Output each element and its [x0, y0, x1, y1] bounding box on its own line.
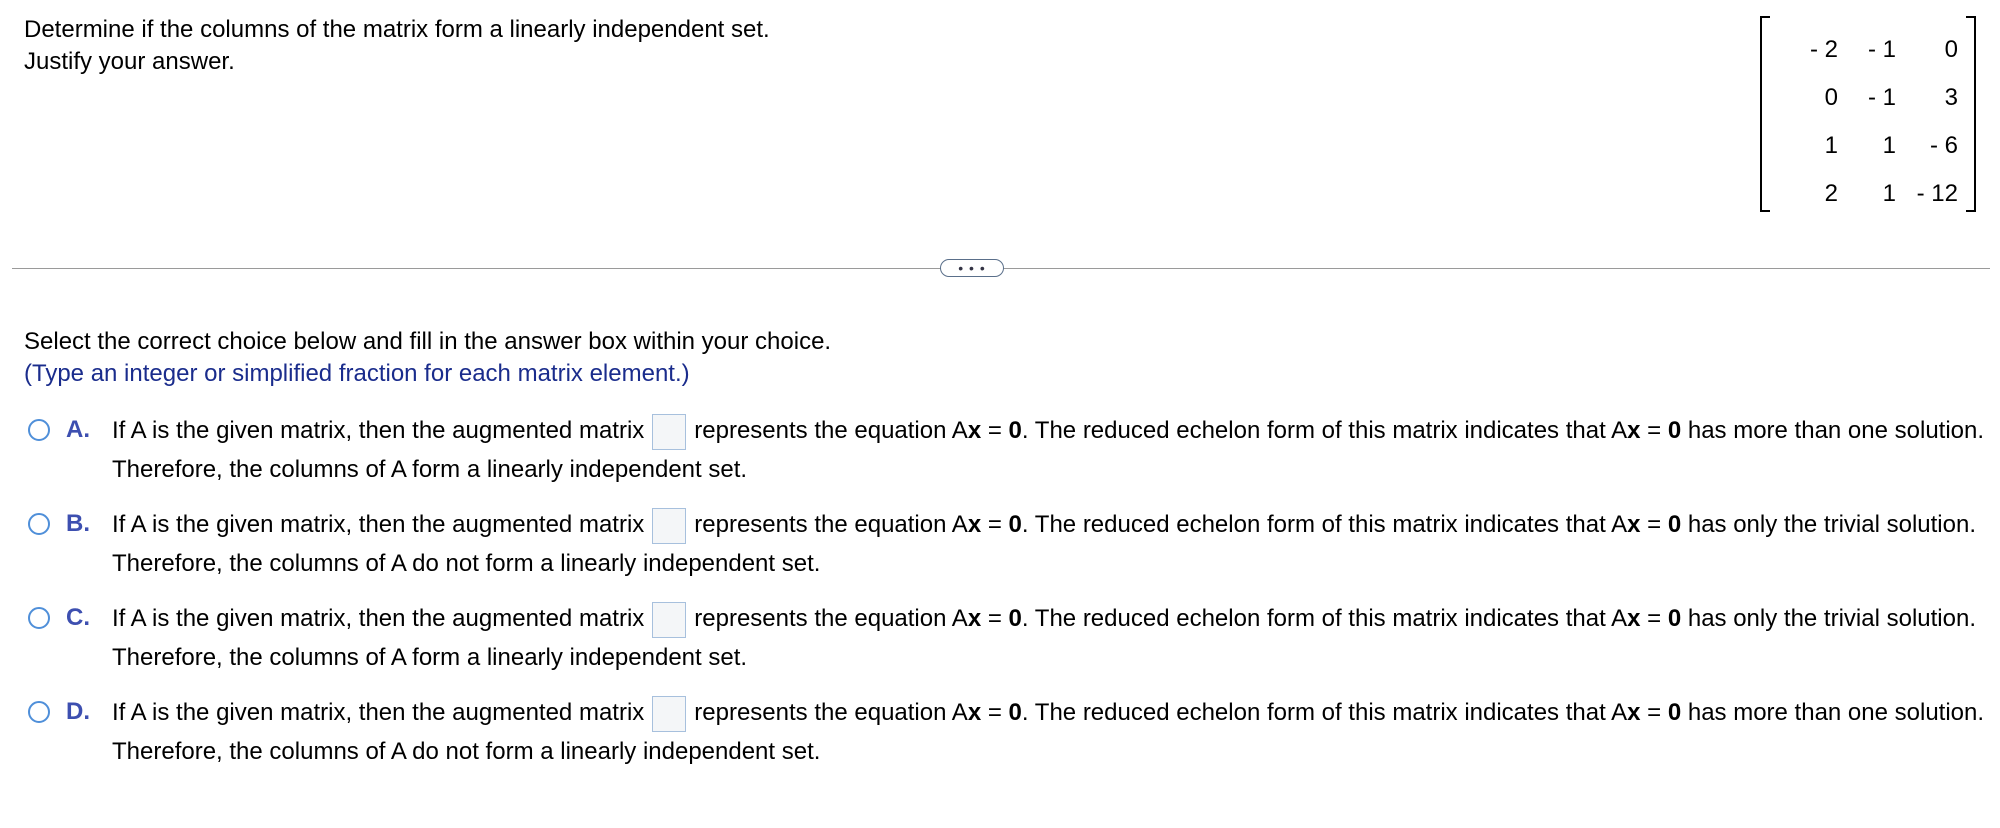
matrix-cell: 1 — [1824, 132, 1838, 159]
choice-a-answer-box[interactable] — [652, 414, 686, 450]
matrix-cell: - 1 — [1867, 84, 1896, 111]
matrix-cell: 1 — [1882, 132, 1896, 159]
matrix-cell: - 1 — [1867, 36, 1896, 63]
matrix-cell: 0 — [1944, 36, 1958, 63]
choice-text-part: = — [981, 699, 1009, 726]
choice-text-part: . The reduced echelon form of this matrix indicates that A — [1021, 511, 1628, 538]
choice-text-bold: x — [967, 605, 982, 632]
choice-b-radio[interactable] — [28, 513, 50, 535]
question-line-1: Determine if the columns of the matrix form a linearly independent set. — [24, 16, 770, 43]
choice-text-part: . The reduced echelon form of this matrix indicates that A — [1021, 699, 1628, 726]
matrix-cell: 2 — [1824, 180, 1838, 207]
choice-text-bold: 0 — [1008, 605, 1022, 632]
matrix-cell: 1 — [1882, 180, 1896, 207]
choice-text-part: represents the equation A — [694, 605, 968, 632]
choice-text-bold: x — [967, 417, 982, 444]
choice-text-part: represents the equation A — [694, 417, 968, 444]
choice-text-part: = — [981, 511, 1009, 538]
choice-c-letter: C. — [66, 604, 90, 631]
choice-text-part: has more than one solution. Therefore, the columns of A do not form a linearly independent set. — [112, 699, 1985, 765]
instructions-line-1: Select the correct choice below and fill in the answer box within your choice. — [24, 328, 832, 355]
choice-text-bold: x — [1627, 699, 1641, 726]
choice-text-bold: x — [1627, 417, 1641, 444]
question-text — [24, 14, 770, 78]
expand-more-button[interactable]: • • • — [940, 259, 1004, 277]
choice-text-part: = — [1640, 605, 1668, 632]
choice-text-part: If A is the given matrix, then the augmented matrix — [112, 699, 645, 726]
choice-b-text — [112, 505, 1992, 583]
choice-text-part: If A is the given matrix, then the augmented matrix — [112, 511, 645, 538]
given-matrix — [1760, 16, 1976, 212]
choice-text-part: If A is the given matrix, then the augmented matrix — [112, 605, 645, 632]
choice-b-answer-box[interactable] — [652, 508, 686, 544]
choice-b-letter: B. — [66, 510, 90, 537]
question-line-2: Justify your answer. — [24, 48, 235, 75]
choice-text-part: has only the trivial solution. Therefore, the columns of A do not form a linearly independent set. — [112, 511, 1976, 577]
choice-text-bold: x — [1627, 511, 1641, 538]
choice-text-bold: 0 — [1008, 699, 1022, 726]
choice-text-bold: x — [1627, 605, 1641, 632]
choice-text-part: = — [1640, 417, 1668, 444]
choice-text-bold: 0 — [1667, 605, 1682, 632]
choice-text-part: has only the trivial solution. Therefore, the columns of A form a linearly independent set. — [112, 605, 1976, 671]
choice-a-letter: A. — [66, 416, 90, 443]
choice-c-answer-box[interactable] — [652, 602, 686, 638]
choice-a-text — [112, 411, 1992, 489]
matrix-cell: 0 — [1824, 84, 1838, 111]
choice-text-bold: x — [967, 511, 982, 538]
choice-d-answer-box[interactable] — [652, 696, 686, 732]
choice-text-part: represents the equation A — [694, 511, 968, 538]
choice-d-letter: D. — [66, 698, 90, 725]
choice-text-bold: 0 — [1008, 417, 1022, 444]
matrix-left-bracket — [1760, 16, 1770, 212]
choice-text-part: . The reduced echelon form of this matrix indicates that A — [1021, 605, 1628, 632]
instructions — [24, 326, 831, 390]
choice-text-bold: 0 — [1008, 511, 1022, 538]
instructions-hint: (Type an integer or simplified fraction for each matrix element.) — [24, 360, 690, 387]
choice-text-part: has more than one solution. Therefore, the columns of A form a linearly independent set. — [112, 417, 1985, 483]
choice-c-radio[interactable] — [28, 607, 50, 629]
choice-text-part: . The reduced echelon form of this matrix indicates that A — [1021, 417, 1628, 444]
matrix-right-bracket — [1966, 16, 1976, 212]
matrix-cell: 3 — [1944, 84, 1958, 111]
matrix-cell: - 12 — [1916, 180, 1958, 207]
choice-text-part: = — [981, 605, 1009, 632]
choice-c-text — [112, 599, 1992, 677]
choice-text-part: = — [981, 417, 1009, 444]
choice-text-bold: 0 — [1667, 511, 1682, 538]
matrix-grid — [1782, 26, 1958, 218]
choice-text-bold: x — [967, 699, 982, 726]
choice-text-bold: 0 — [1667, 417, 1682, 444]
matrix-cell: - 2 — [1809, 36, 1838, 63]
choice-text-part: = — [1640, 699, 1668, 726]
choice-text-bold: 0 — [1667, 699, 1682, 726]
choice-a-radio[interactable] — [28, 419, 50, 441]
choice-text-part: If A is the given matrix, then the augmented matrix — [112, 417, 645, 444]
choice-d-text — [112, 693, 1992, 771]
choice-text-part: = — [1640, 511, 1668, 538]
choice-d-radio[interactable] — [28, 701, 50, 723]
choice-text-part: represents the equation A — [694, 699, 968, 726]
matrix-cell: - 6 — [1929, 132, 1958, 159]
